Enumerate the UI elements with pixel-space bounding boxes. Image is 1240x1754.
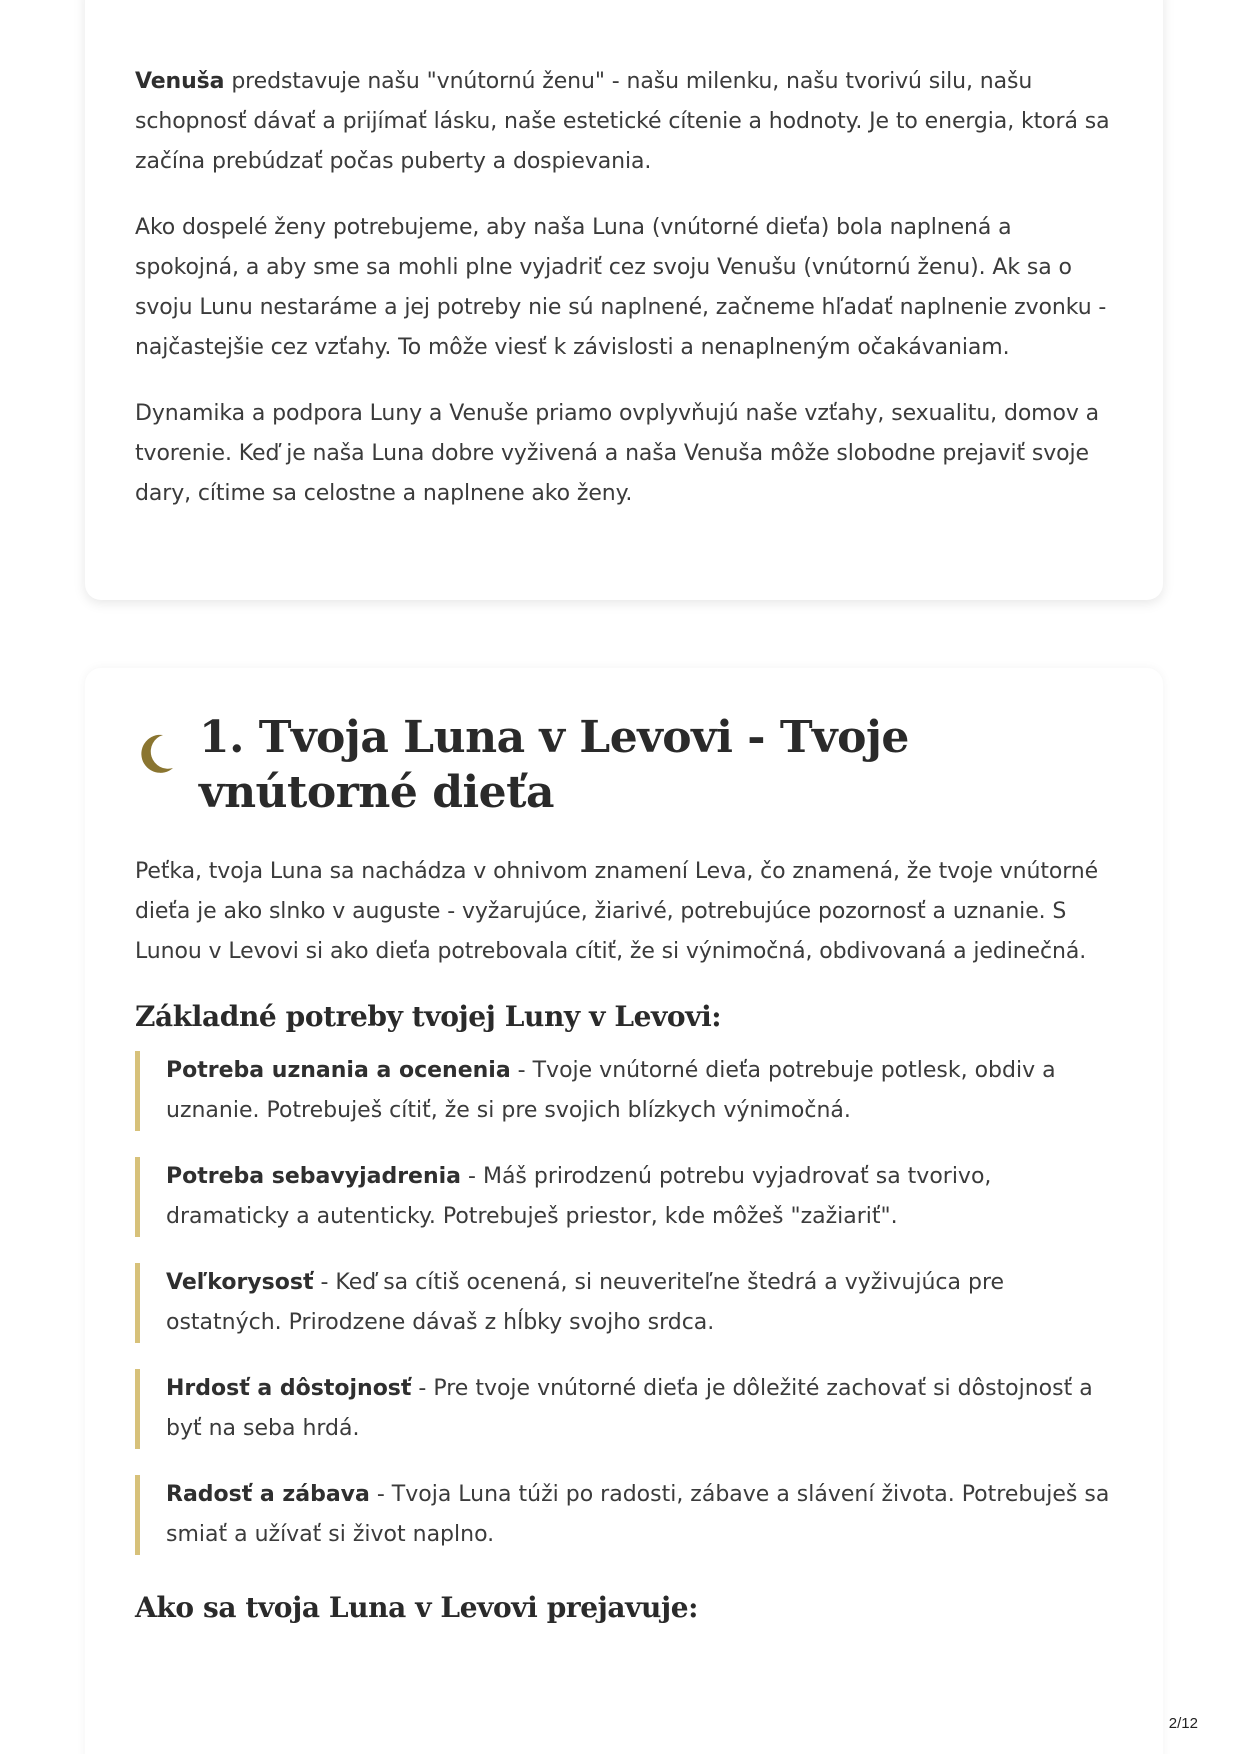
need-term: Veľkorysosť: [166, 1270, 314, 1295]
need-item: [135, 1369, 1115, 1449]
need-item: [135, 1263, 1115, 1343]
need-text: - Keď sa cítiš ocenená, si neuveriteľne štedrá a vyživujúca pre ostatných. Prirodzene dávaš z hĺbky svojho srdca.: [166, 1270, 1005, 1335]
need-term: Potreba uznania a ocenenia: [166, 1058, 511, 1083]
venus-paragraph: [135, 62, 1115, 182]
need-term: Potreba sebavyjadrenia: [166, 1164, 462, 1189]
need-text: - Máš prirodzenú potrebu vyjadrovať sa tvorivo, dramaticky a autenticky. Potrebuješ priestor, kde môžeš "zažiariť".: [166, 1164, 992, 1229]
need-item: [135, 1475, 1115, 1555]
need-text: - Tvoje vnútorné dieťa potrebuje potlesk, obdiv a uznanie. Potrebuješ cítiť, že si pre svojich blízkych výnimočná.: [166, 1058, 1056, 1123]
need-term: Radosť a zábava: [166, 1482, 370, 1507]
leo-moon-intro: Peťka, tvoja Luna sa nachádza v ohnivom znamení Leva, čo znamená, že tvoje vnútorné dieťa je ako slnko v auguste - vyžarujúce, žiarivé, potrebujúce pozornosť a uznanie. S Lunou v Levovi si ako dieťa potrebovala cítiť, že si výnimočná, obdivovaná a jedinečná.: [135, 859, 1099, 964]
venus-term: Venuša: [135, 69, 225, 94]
crescent-moon-icon: [137, 732, 175, 774]
needs-list: [135, 1051, 1115, 1555]
need-term: Hrdosť a dôstojnosť: [166, 1376, 412, 1401]
manifest-heading: Ako sa tvoja Luna v Levovi prejavuje:: [135, 1591, 699, 1624]
need-text: - Pre tvoje vnútorné dieťa je dôležité zachovať si dôstojnosť a byť na seba hrdá.: [166, 1376, 1093, 1441]
section-heading: [135, 710, 1115, 820]
need-item: [135, 1051, 1115, 1131]
section-title: 1. Tvoja Luna v Levovi - Tvoje vnútorné dieťa: [199, 712, 909, 818]
venus-description: predstavuje našu "vnútornú ženu" - našu milenku, našu tvorivú silu, našu schopnosť dávať a prijímať lásku, naše estetické cítenie a hodnoty. Je to energia, ktorá sa začína prebúdzať počas puberty a dospievania.: [135, 69, 1110, 174]
need-item: [135, 1157, 1115, 1237]
page-number: 2/12: [1168, 1715, 1198, 1732]
dynamics-paragraph: Dynamika a podpora Luny a Venuše priamo ovplyvňujú naše vzťahy, sexualitu, domov a tvorenie. Keď je naša Luna dobre vyživená a naša Venuša môže slobodne prejaviť svoje dary, cítime sa celostne a naplnene ako ženy.: [135, 401, 1100, 506]
moon-in-leo-card: [85, 668, 1163, 1754]
need-text: - Tvoja Luna túži po radosti, zábave a slávení života. Potrebuješ sa smiať a užívať si život naplno.: [166, 1482, 1110, 1547]
adult-women-paragraph: Ako dospelé ženy potrebujeme, aby naša Luna (vnútorné dieťa) bola naplnená a spokojná, a aby sme sa mohli plne vyjadriť cez svoju Venušu (vnútornú ženu). Ak sa o svoju Lunu nestaráme a jej potreby nie sú naplnené, začneme hľadať naplnenie zvonku - najčastejšie cez vzťahy. To môže viesť k závislosti a nenaplneným očakávaniam.: [135, 215, 1107, 360]
needs-heading: Základné potreby tvojej Luny v Levovi:: [135, 1000, 722, 1033]
intro-card: [85, 0, 1163, 600]
